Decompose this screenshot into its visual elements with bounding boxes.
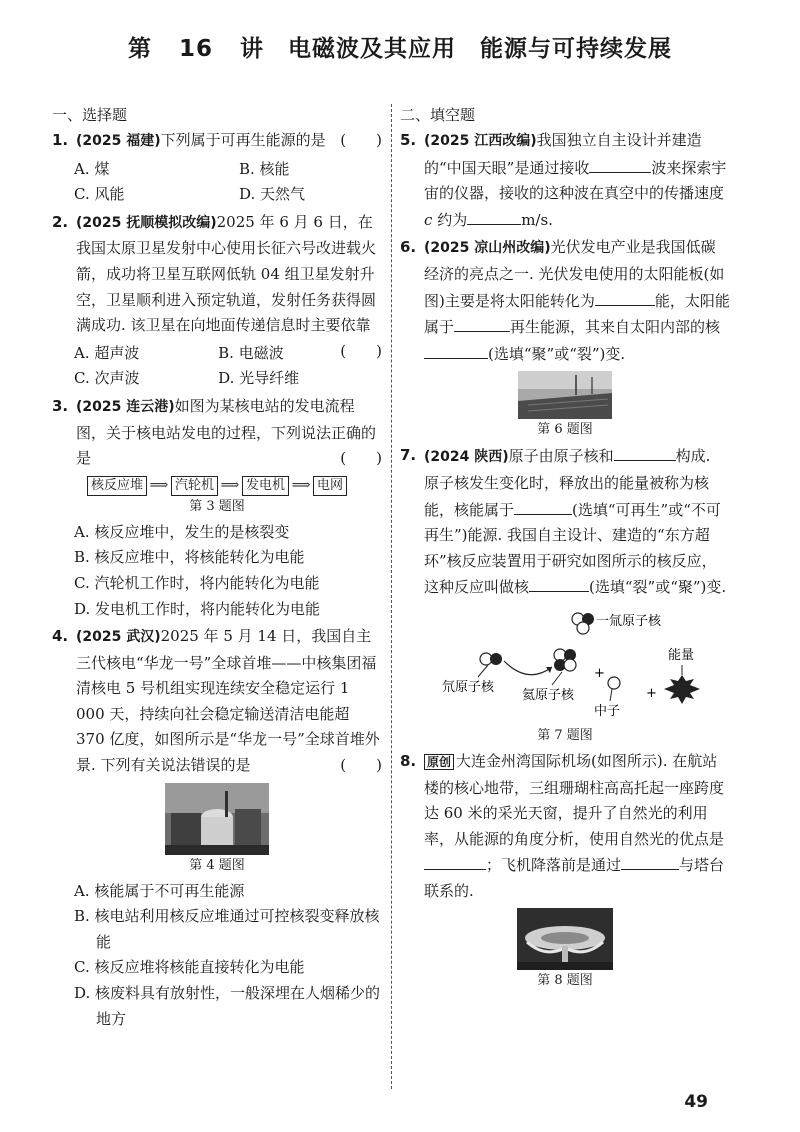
neutron-label: 中子 — [594, 703, 621, 719]
question-text: ；飞机降落前是通过 — [486, 856, 622, 875]
plus-sign: + — [646, 685, 657, 701]
question-text: 如图为某核电站的发电流程图，关于核电站发电的过程，下列说法正确的是 — [76, 396, 377, 468]
option-c[interactable]: C. 汽轮机工作时，将内能转化为电能 — [74, 573, 320, 592]
original-badge: 原创 — [424, 754, 454, 770]
question-4 — [52, 624, 382, 779]
option-b[interactable]: B. 核反应堆中，将核能转化为电能 — [74, 548, 305, 567]
deuterium-label: 氘原子核 — [442, 679, 495, 695]
figure-caption: 第 8 题图 — [537, 973, 593, 989]
plus-sign: + — [594, 665, 605, 681]
page-number: 49 — [684, 1092, 708, 1112]
option-c[interactable]: C. 次声波 — [74, 369, 140, 388]
energy-burst-icon — [664, 675, 700, 704]
question-text: 大连金州湾国际机场(如图所示). 在航站楼的核心地带，三组珊瑚柱高高托起一座跨度达 60 米的采光天窗，提升了自然光的利用率，从能源的角度分析，使用自然光的优点是 — [424, 751, 725, 848]
solar-panel-photo — [518, 371, 612, 419]
unit-text: m/s. — [521, 210, 553, 229]
tritium-label: 一氚原子核 — [596, 613, 662, 629]
question-text: 原子由原子核和 — [508, 447, 614, 466]
helium-label: 氦原子核 — [522, 687, 575, 703]
flow-arrow-icon: ⟹ — [291, 478, 311, 494]
power-flow-diagram — [52, 476, 382, 496]
option-b[interactable]: B. 核能 — [239, 159, 290, 178]
neutron-icon — [608, 677, 620, 689]
question-source: (2025 凉山州改编) — [424, 240, 551, 257]
question-text: 光伏发电产业是我国低碳经济的亮点之一. 光伏发电使用的太阳能板(如图)主要是将太阳能转化为 — [424, 238, 725, 310]
answer-paren: ( ) — [340, 449, 382, 468]
answer-blank[interactable] — [595, 288, 655, 306]
answer-blank[interactable] — [614, 443, 676, 461]
question-6 — [400, 235, 730, 367]
answer-paren: ( ) — [340, 131, 382, 149]
question-source: (2025 连云港) — [76, 398, 175, 415]
right-column — [400, 104, 730, 994]
question-number: 1. — [52, 131, 69, 149]
question-text: 构成. 原子核发生变化时，释放出的能量被称为核能，核能属于 — [424, 447, 711, 519]
flow-box-grid: 电网 — [313, 476, 347, 496]
answer-blank[interactable] — [424, 341, 488, 359]
answer-blank[interactable] — [529, 574, 589, 592]
question-5 — [400, 128, 730, 233]
section-fill-title: 二、填空题 — [400, 106, 476, 124]
question-7 — [400, 443, 730, 601]
answer-blank[interactable] — [454, 314, 510, 332]
left-column — [52, 104, 382, 1032]
question-1-options — [52, 157, 382, 208]
flow-arrow-icon: ⟹ — [149, 478, 169, 494]
tritium-nucleus-icon — [572, 613, 594, 634]
answer-blank[interactable] — [424, 852, 486, 870]
question-text: 约为 — [437, 210, 468, 229]
option-a[interactable]: A. 核反应堆中，发生的是核裂变 — [74, 522, 290, 541]
question-source: (2025 抚顺模拟改编) — [76, 214, 217, 231]
helium-nucleus-icon — [554, 649, 576, 671]
question-source: (2024 陕西) — [424, 449, 509, 466]
page-title: 第 16 讲 电磁波及其应用 能源与可持续发展 — [127, 36, 673, 62]
question-text: 与塔台联系的. — [424, 856, 725, 900]
figure-caption: 第 3 题图 — [189, 498, 245, 514]
option-b[interactable]: B. 电磁波 — [218, 343, 284, 362]
question-number: 8. — [400, 751, 417, 770]
figure-caption: 第 6 题图 — [537, 422, 593, 438]
answer-blank[interactable] — [514, 497, 572, 515]
question-text: (选填“裂”或“聚”)变. — [589, 578, 727, 597]
airport-photo — [517, 908, 613, 970]
question-text: 再生能源，其来自太阳内部的核 — [510, 318, 721, 337]
answer-paren: ( ) — [340, 341, 382, 360]
question-text: 波来探索宇宙的仪器，接收的这种波在真空中的传播速度 — [424, 158, 727, 203]
flow-box-generator: 发电机 — [242, 476, 289, 496]
option-b[interactable]: B. 核电站利用核反应堆通过可控核裂变释放核能 — [74, 907, 380, 951]
question-number: 7. — [400, 446, 417, 465]
fusion-reaction-diagram — [420, 605, 710, 725]
question-8 — [400, 749, 730, 905]
energy-label: 能量 — [668, 647, 695, 663]
deuterium-nucleus-icon — [480, 653, 502, 665]
question-1 — [52, 128, 382, 155]
question-2-options — [52, 341, 340, 392]
flow-box-reactor: 核反应堆 — [87, 476, 147, 496]
question-number: 3. — [52, 396, 69, 415]
question-text: 2025 年 5 月 14 日，我国自主三代核电“华龙一号”全球首堆——中核集团福清核电 5 号机组实现连续安全稳定运行 1 000 天，持续向社会稳定输送清洁电能超 370 亿度，如图所示是“华龙一号”全球首堆外景. 下列有关说法错误的是 — [76, 627, 380, 775]
option-a[interactable]: A. 煤 — [74, 159, 110, 178]
option-d[interactable]: D. 核废料具有放射性，一般深埋在人烟稀少的地方 — [74, 984, 381, 1028]
question-number: 4. — [52, 627, 69, 646]
question-text: 下列属于可再生能源的是 — [160, 131, 326, 149]
question-number: 5. — [400, 131, 417, 149]
flow-box-turbine: 汽轮机 — [171, 476, 218, 496]
option-a[interactable]: A. 超声波 — [74, 343, 140, 362]
question-3 — [52, 394, 382, 472]
figure-caption: 第 4 题图 — [189, 857, 245, 873]
option-c[interactable]: C. 风能 — [74, 185, 125, 204]
option-a[interactable]: A. 核能属于不可再生能源 — [74, 881, 245, 900]
variable-c: c — [424, 210, 433, 229]
question-number: 6. — [400, 238, 417, 257]
option-d[interactable]: D. 天然气 — [239, 185, 306, 204]
question-source: (2025 江西改编) — [424, 133, 537, 149]
question-text: (选填“可再生”或“不可再生”)能源. 我国自主设计、建造的“东方超环”核反应装置用于研究如图所示的核反应，这种反应叫做核 — [424, 500, 721, 597]
column-divider — [391, 104, 392, 1089]
answer-blank[interactable] — [589, 155, 651, 173]
option-d[interactable]: D. 光导纤维 — [218, 369, 300, 388]
question-source: (2025 武汉) — [76, 629, 161, 646]
answer-blank[interactable] — [467, 207, 521, 225]
question-text: 能，太阳能属于 — [424, 291, 730, 337]
question-text: 我国独立自主设计并建造的“中国天眼”是通过接收 — [424, 131, 702, 177]
option-d[interactable]: D. 发电机工作时，将内能转化为电能 — [74, 599, 321, 618]
question-text: 2025 年 6 月 6 日，在我国太原卫星发射中心使用长征六号改进载火箭，成功将卫星互联网低轨 04 组卫星发射升空，卫星顺利进入预定轨道，发射任务获得圆满成功. 该卫星在向地面传递信息时主要依靠 — [76, 212, 377, 335]
nuclear-plant-photo — [165, 783, 269, 855]
question-number: 2. — [52, 212, 69, 231]
answer-paren: ( ) — [340, 756, 382, 775]
question-text: (选填“聚”或“裂”)变. — [488, 344, 626, 363]
option-c[interactable]: C. 核反应堆将核能直接转化为电能 — [74, 958, 305, 977]
answer-blank[interactable] — [621, 852, 679, 870]
question-source: (2025 福建) — [76, 133, 161, 149]
section-choice-title: 一、选择题 — [52, 106, 128, 124]
figure-caption: 第 7 题图 — [537, 727, 593, 743]
flow-arrow-icon: ⟹ — [220, 478, 240, 494]
